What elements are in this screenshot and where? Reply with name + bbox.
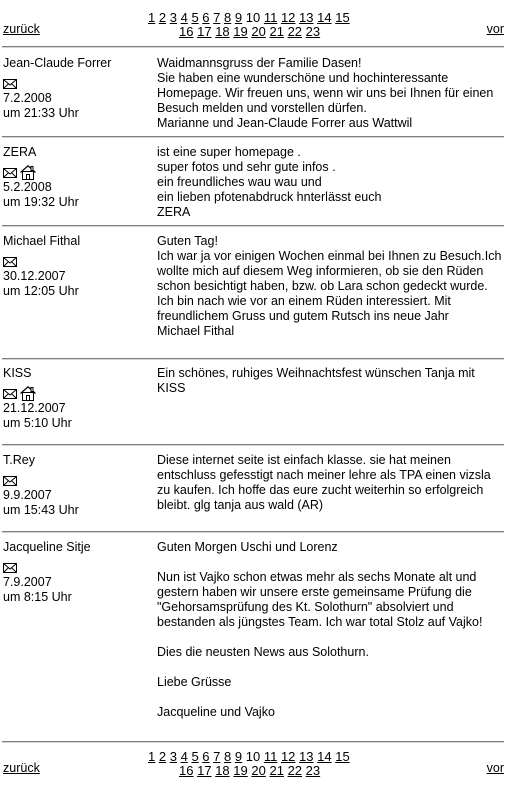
author-name: Jacqueline Sitje bbox=[3, 540, 91, 554]
page-numbers-row-1 bbox=[148, 750, 368, 764]
entry-icons bbox=[3, 473, 143, 488]
home-icon[interactable] bbox=[20, 165, 36, 180]
page-link-12[interactable]: 12 bbox=[280, 749, 296, 764]
page-link-19[interactable]: 19 bbox=[233, 763, 248, 778]
entry-date: 9.9.2007 bbox=[3, 488, 52, 502]
page-numbers-row-1 bbox=[148, 11, 368, 25]
page-link-1[interactable]: 1 bbox=[148, 749, 156, 764]
page-link-1[interactable]: 1 bbox=[148, 10, 156, 25]
page-link-22[interactable]: 22 bbox=[287, 763, 303, 778]
entry-icons bbox=[3, 165, 143, 180]
entry-meta bbox=[3, 145, 143, 210]
page-link-2[interactable]: 2 bbox=[158, 10, 167, 25]
page-link-20[interactable]: 20 bbox=[251, 24, 266, 39]
mail-icon[interactable] bbox=[3, 168, 17, 178]
entry-time: um 15:43 Uhr bbox=[3, 503, 79, 517]
entry-time: um 12:05 Uhr bbox=[3, 284, 79, 298]
entry-message: Guten Tag! Ich war ja vor einigen Wochen einmal bei Ihnen zu Besuch.Ich wollte mich auf diesem Weg informieren, ob sie den Rüden schon besichtigt haben, bzw. ob Lara schon gedeckt wurde. Ich bin nach wie vor an einem Rüden interessiert. Mit freundlichem Gruss und gutem Rutsch ins neue Jahr Michael Fithal bbox=[157, 234, 502, 338]
page-numbers bbox=[148, 750, 368, 778]
page-link-4[interactable]: 4 bbox=[180, 749, 188, 764]
entry-message: ist eine super homepage . super fotos und sehr gute infos . ein freundliches wau wau und ein lieben pfotenabdruck hnterlässt euch ZERA bbox=[157, 145, 382, 219]
entry-date: 7.9.2007 bbox=[3, 575, 52, 589]
page-link-16[interactable]: 16 bbox=[179, 763, 194, 778]
page-link-8[interactable]: 8 bbox=[224, 749, 232, 764]
author-name: Michael Fithal bbox=[3, 234, 81, 248]
entry-meta bbox=[3, 366, 143, 431]
entry-message: Guten Morgen Uschi und Lorenz Nun ist Vajko schon etwas mehr als sechs Monate alt und gestern haben wir unsere erste gemeinsame Prüfung die "Gehorsamsprüfung des Kt. Solothurn" absolviert und bestanden als jüngstes Team. Ich war total Stolz auf Vajko! Dies die neusten News aus Solothurn. Liebe Grüsse Jacqueline und Vajko bbox=[157, 540, 483, 719]
entry-meta bbox=[3, 453, 143, 518]
page-link-5[interactable]: 5 bbox=[191, 10, 199, 25]
mail-icon[interactable] bbox=[3, 389, 17, 399]
page-link-4[interactable]: 4 bbox=[180, 10, 188, 25]
entry-meta bbox=[3, 540, 143, 605]
page-current: 10 bbox=[245, 749, 261, 764]
entry-date: 7.2.2008 bbox=[3, 91, 52, 105]
page-numbers-row-2 bbox=[179, 25, 368, 39]
divider bbox=[2, 225, 504, 227]
entry-time: um 19:32 Uhr bbox=[3, 195, 79, 209]
author-name: T.Rey bbox=[3, 453, 35, 467]
home-icon[interactable] bbox=[20, 386, 36, 401]
page-link-3[interactable]: 3 bbox=[169, 749, 177, 764]
entry-time: um 5:10 Uhr bbox=[3, 416, 72, 430]
page-link-7[interactable]: 7 bbox=[213, 10, 221, 25]
page-link-9[interactable]: 9 bbox=[234, 10, 243, 25]
page-link-14[interactable]: 14 bbox=[317, 10, 332, 25]
page-link-17[interactable]: 17 bbox=[197, 763, 212, 778]
page-link-22[interactable]: 22 bbox=[287, 24, 303, 39]
entry-date: 21.12.2007 bbox=[3, 401, 66, 415]
entry-date: 5.2.2008 bbox=[3, 180, 52, 194]
page-numbers bbox=[148, 11, 368, 39]
page-numbers-row-2 bbox=[179, 764, 368, 778]
page-link-2[interactable]: 2 bbox=[158, 749, 167, 764]
page-link-6[interactable]: 6 bbox=[202, 10, 210, 25]
mail-icon[interactable] bbox=[3, 476, 17, 486]
page-link-3[interactable]: 3 bbox=[169, 10, 177, 25]
entry-time: um 21:33 Uhr bbox=[3, 106, 79, 120]
page-link-6[interactable]: 6 bbox=[202, 749, 210, 764]
divider bbox=[2, 444, 504, 446]
page-link-18[interactable]: 18 bbox=[215, 24, 230, 39]
mail-icon[interactable] bbox=[3, 257, 17, 267]
author-name: ZERA bbox=[3, 145, 37, 159]
page-link-16[interactable]: 16 bbox=[179, 24, 194, 39]
mail-icon[interactable] bbox=[3, 79, 17, 89]
entry-icons bbox=[3, 386, 143, 401]
entry-meta bbox=[3, 234, 143, 299]
page-link-14[interactable]: 14 bbox=[317, 749, 332, 764]
page-current: 10 bbox=[245, 10, 261, 25]
entry-icons bbox=[3, 76, 143, 91]
page-link-9[interactable]: 9 bbox=[234, 749, 243, 764]
page-link-21[interactable]: 21 bbox=[269, 763, 284, 778]
page-link-12[interactable]: 12 bbox=[280, 10, 296, 25]
page-link-21[interactable]: 21 bbox=[269, 24, 284, 39]
page-link-20[interactable]: 20 bbox=[251, 763, 266, 778]
divider bbox=[2, 46, 504, 48]
divider bbox=[2, 741, 504, 743]
forward-link[interactable]: vor bbox=[486, 22, 504, 36]
page-link-15[interactable]: 15 bbox=[335, 10, 350, 25]
author-name: KISS bbox=[3, 366, 32, 380]
entry-icons bbox=[3, 254, 143, 269]
page-link-23[interactable]: 23 bbox=[305, 763, 321, 778]
back-link[interactable]: zurück bbox=[3, 761, 40, 775]
forward-link[interactable]: vor bbox=[486, 761, 504, 775]
page-link-11[interactable]: 11 bbox=[263, 10, 278, 25]
page-link-23[interactable]: 23 bbox=[305, 24, 321, 39]
entry-message: Waidmannsgruss der Familie Dasen! Sie haben eine wunderschöne und hochinteressante Homepage. Wir freuen uns, wenn wir uns bei Ihnen für einen Besuch melden und vorstellen dürfen. Marianne und Jean-Claude Forrer aus Wattwil bbox=[157, 56, 494, 130]
page-link-13[interactable]: 13 bbox=[299, 749, 314, 764]
divider bbox=[2, 531, 504, 533]
page-link-5[interactable]: 5 bbox=[191, 749, 199, 764]
page-link-7[interactable]: 7 bbox=[213, 749, 221, 764]
divider bbox=[2, 136, 504, 138]
mail-icon[interactable] bbox=[3, 563, 17, 573]
entry-time: um 8:15 Uhr bbox=[3, 590, 72, 604]
divider bbox=[2, 358, 504, 360]
entry-date: 30.12.2007 bbox=[3, 269, 66, 283]
page-link-18[interactable]: 18 bbox=[215, 763, 230, 778]
entry-icons bbox=[3, 560, 143, 575]
page-link-13[interactable]: 13 bbox=[299, 10, 314, 25]
page-link-19[interactable]: 19 bbox=[233, 24, 248, 39]
entry-message: Ein schönes, ruhiges Weihnachtsfest wünschen Tanja mit KISS bbox=[157, 366, 475, 395]
entry-meta bbox=[3, 56, 143, 121]
page-link-8[interactable]: 8 bbox=[224, 10, 232, 25]
page-link-11[interactable]: 11 bbox=[263, 749, 278, 764]
author-name: Jean-Claude Forrer bbox=[3, 56, 112, 70]
pager-bottom bbox=[0, 751, 510, 791]
page-link-17[interactable]: 17 bbox=[197, 24, 212, 39]
page-link-15[interactable]: 15 bbox=[335, 749, 350, 764]
back-link[interactable]: zurück bbox=[3, 22, 40, 36]
entry-message: Diese internet seite ist einfach klasse. sie hat meinen entschluss gefesstigt nach meiner lehre als TPA einen vizsla zu kaufen. Ich hoffe das eure zucht weiterhin so erfolgreich bleibt. glg tanja aus wald (AR) bbox=[157, 453, 491, 512]
